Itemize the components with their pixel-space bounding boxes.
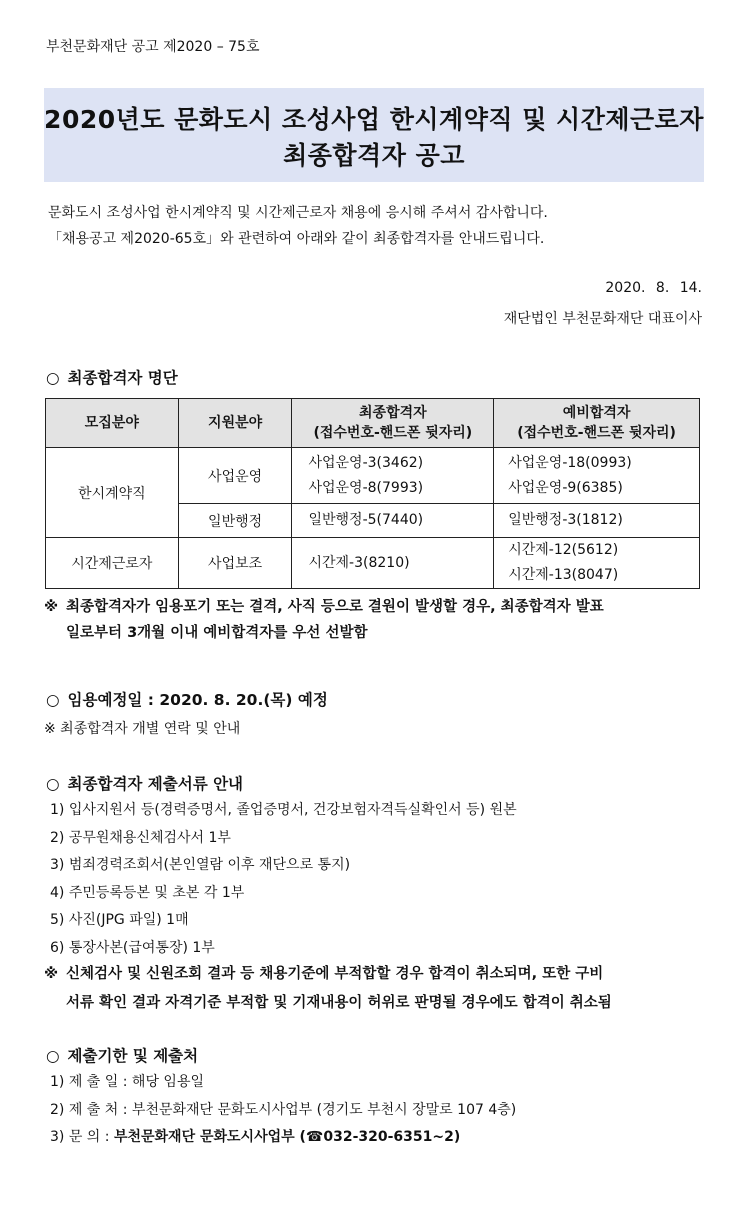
intro-line-1: 문화도시 조성사업 한시계약직 및 시간제근로자 채용에 응시해 주셔서 감사합니다. bbox=[48, 205, 548, 221]
header-final-title: 최종합격자 bbox=[359, 405, 427, 421]
list-item: 2) 공무원채용신체검사서 1부 bbox=[50, 829, 231, 846]
apply-cell: 사업보조 bbox=[178, 538, 292, 589]
note-reserve-policy bbox=[44, 594, 714, 646]
reserve-entry: 시간제-13(8047) bbox=[508, 567, 619, 583]
submission-list bbox=[50, 1069, 516, 1152]
table-row bbox=[46, 448, 700, 504]
section-appointment-heading bbox=[46, 688, 328, 710]
list-item bbox=[50, 1069, 516, 1097]
section-documents-heading bbox=[46, 772, 243, 794]
note-disqualification bbox=[44, 960, 714, 1018]
list-item: 4) 주민등록등본 및 초본 각 1부 bbox=[50, 884, 245, 901]
header-final-sub: (접수번호-핸드폰 뒷자리) bbox=[313, 425, 473, 441]
reserve-cell bbox=[494, 538, 700, 589]
list-item: 3) 범죄경력조회서(본인열람 이후 재단으로 통지) bbox=[50, 857, 351, 873]
section-title: 제출기한 및 제출처 bbox=[67, 1047, 199, 1065]
section-title: 최종합격자 명단 bbox=[67, 369, 178, 387]
results-table bbox=[45, 398, 700, 589]
table-header-row bbox=[46, 399, 700, 448]
list-item: 6) 통장사본(급여통장) 1부 bbox=[50, 939, 215, 956]
header-reserve-sub: (접수번호-핸드폰 뒷자리) bbox=[517, 425, 676, 441]
circle-bullet-icon: ○ bbox=[46, 369, 60, 387]
section-title: 임용예정일 : 2020. 8. 20.(목) 예정 bbox=[67, 691, 328, 709]
intro-line-2: 「채용공고 제2020-65호」와 관련하여 아래와 같이 최종합격자를 안내드립니다. bbox=[48, 231, 545, 247]
appointment-note: ※ 최종합격자 개별 연락 및 안내 bbox=[44, 721, 241, 737]
title-line-2: 최종합격자 공고 bbox=[283, 141, 465, 170]
reserve-cell bbox=[494, 448, 700, 504]
section-title: 최종합격자 제출서류 안내 bbox=[67, 775, 244, 793]
final-entry: 사업운영-3(3462) bbox=[308, 454, 424, 471]
circle-bullet-icon: ○ bbox=[46, 775, 60, 793]
section-submission-heading bbox=[46, 1044, 198, 1066]
apply-cell: 사업운영 bbox=[178, 448, 292, 504]
note-line-1: 최종합격자가 임용포기 또는 결격, 사직 등으로 결원이 발생할 경우, 최종합격자 발표 bbox=[66, 599, 604, 615]
intro-paragraph bbox=[48, 200, 548, 252]
header-reserve bbox=[494, 399, 700, 448]
group-cell: 시간제근로자 bbox=[46, 538, 179, 589]
group-cell: 한시계약직 bbox=[46, 448, 179, 538]
final-entry: 사업운영-8(7993) bbox=[308, 479, 424, 496]
circle-bullet-icon: ○ bbox=[46, 1047, 60, 1065]
list-item: 5) 사진(JPG 파일) 1매 bbox=[50, 912, 189, 928]
submission-value: 부천문화재단 문화도시사업부 (경기도 부천시 장말로 107 4층) bbox=[131, 1101, 517, 1118]
reserve-entry: 사업운영-18(0993) bbox=[508, 454, 632, 471]
header-final bbox=[292, 399, 494, 448]
reserve-entry: 시간제-12(5612) bbox=[508, 542, 619, 558]
submission-label: 3) 문 의 : bbox=[50, 1129, 110, 1145]
header-field: 모집분야 bbox=[46, 399, 179, 448]
final-cell: 시간제-3(8210) bbox=[292, 538, 494, 589]
reference-mark-icon: ※ bbox=[44, 599, 59, 615]
header-apply: 지원분야 bbox=[178, 399, 292, 448]
final-cell bbox=[292, 448, 494, 504]
reserve-entry: 사업운영-9(6385) bbox=[508, 479, 623, 496]
submission-label: 2) 제 출 처 : bbox=[50, 1101, 128, 1118]
list-item bbox=[50, 1124, 516, 1152]
list-item bbox=[50, 1097, 516, 1125]
submission-value: 해당 임용일 bbox=[131, 1074, 204, 1090]
title-line-1: 2020년도 문화도시 조성사업 한시계약직 및 시간제근로자 bbox=[44, 105, 704, 134]
notice-date: 2020. 8. 14. bbox=[605, 280, 702, 296]
reference-mark-icon: ※ bbox=[44, 966, 59, 982]
notice-number: 부천문화재단 공고 제2020 – 75호 bbox=[46, 39, 260, 55]
reserve-cell: 일반행정-3(1812) bbox=[494, 504, 700, 538]
note-line-2: 서류 확인 결과 자격기준 부적합 및 기재내용이 허위로 판명될 경우에도 합격이 취소됨 bbox=[66, 995, 612, 1011]
list-item: 1) 입사지원서 등(경력증명서, 졸업증명서, 건강보험자격득실확인서 등) 원본 bbox=[50, 802, 517, 818]
final-cell: 일반행정-5(7440) bbox=[292, 504, 494, 538]
note-line-1: 신체검사 및 신원조회 결과 등 채용기준에 부적합할 경우 합격이 취소되며, 또한 구비 bbox=[66, 966, 604, 982]
apply-cell: 일반행정 bbox=[178, 504, 292, 538]
submission-label: 1) 제 출 일 : bbox=[50, 1074, 128, 1090]
circle-bullet-icon: ○ bbox=[46, 691, 60, 709]
header-reserve-title: 예비합격자 bbox=[562, 405, 631, 421]
submission-value: 부천문화재단 문화도시사업부 (☎032-320-6351~2) bbox=[113, 1129, 461, 1145]
documents-list bbox=[50, 797, 517, 962]
table-row bbox=[46, 538, 700, 589]
title-banner bbox=[44, 88, 704, 182]
note-line-2: 일로부터 3개월 이내 예비합격자를 우선 선발함 bbox=[66, 625, 368, 641]
section-final-list-heading bbox=[46, 366, 178, 388]
issuer: 재단법인 부천문화재단 대표이사 bbox=[503, 311, 702, 327]
